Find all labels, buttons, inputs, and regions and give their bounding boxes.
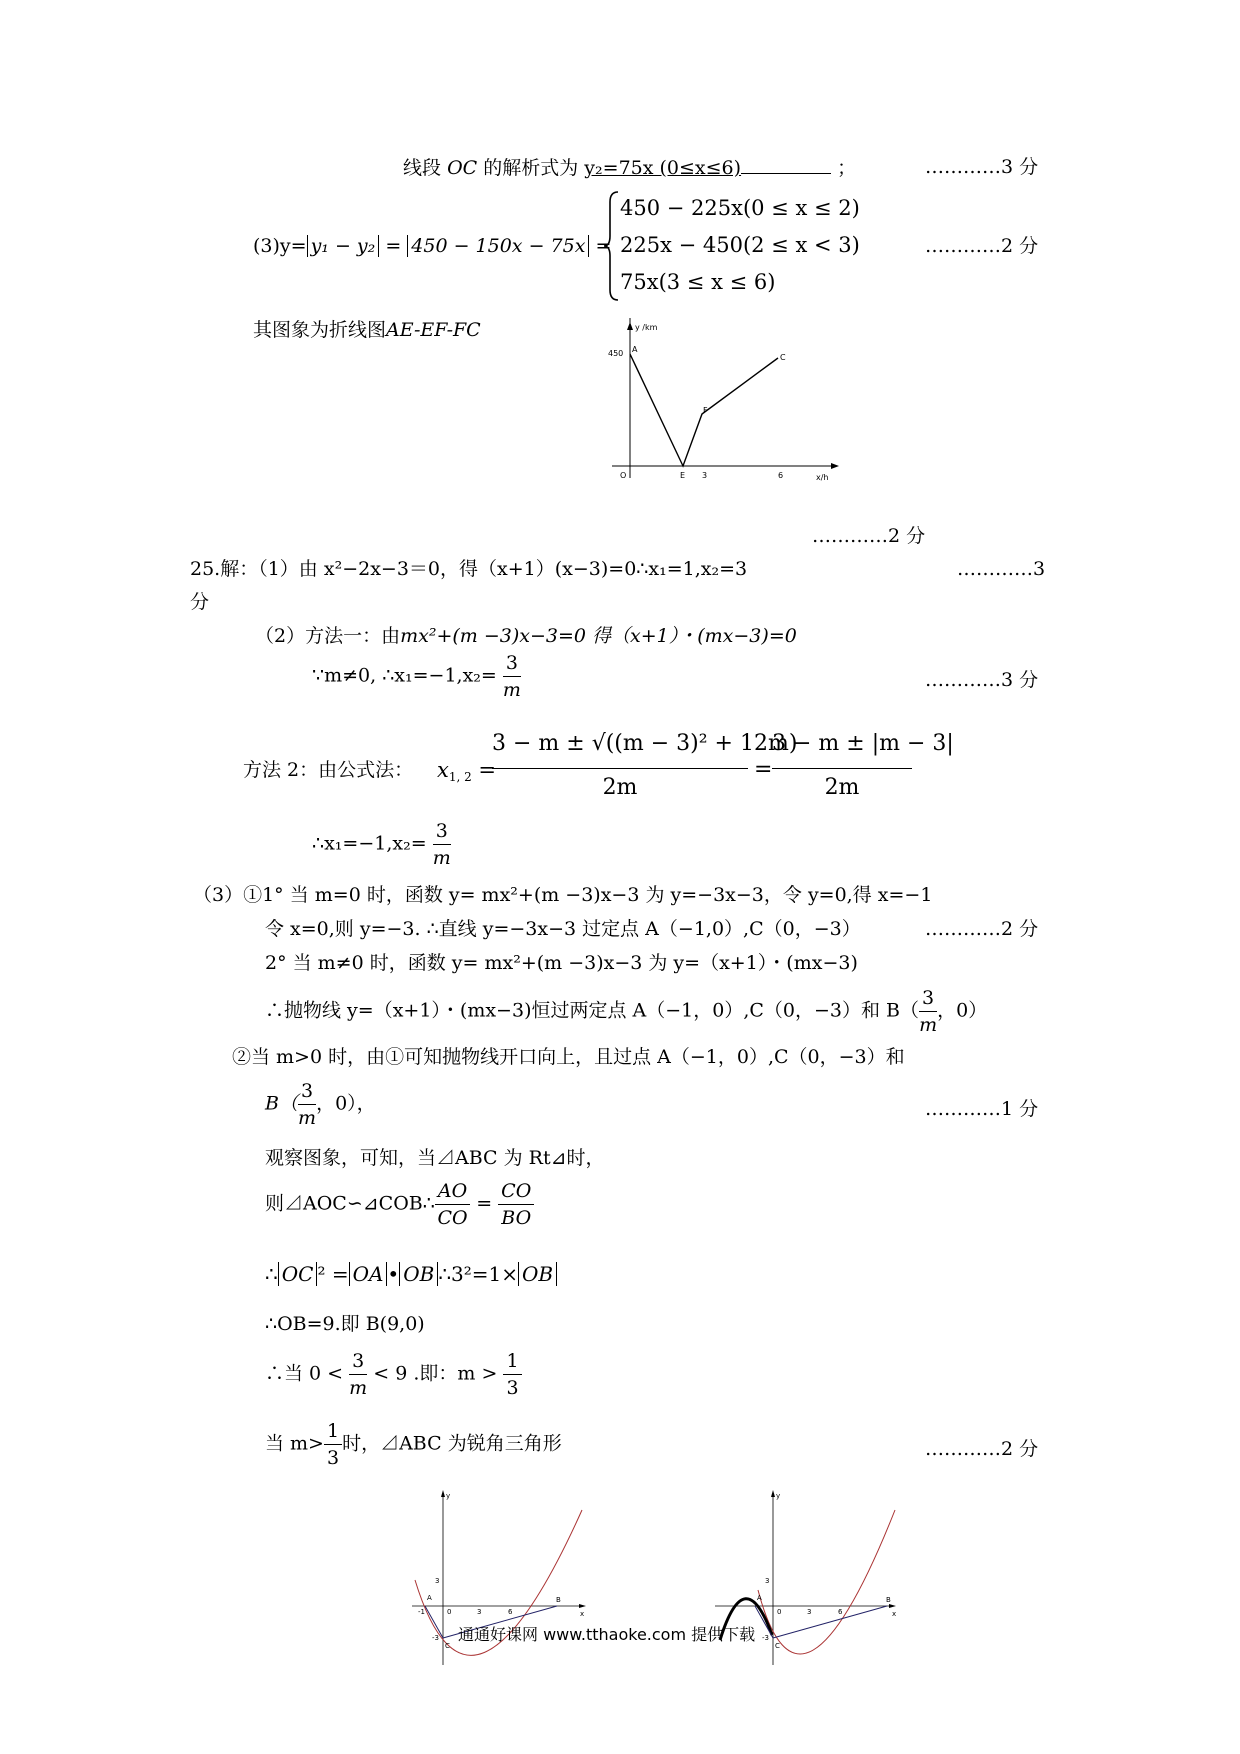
- text-segment: x²−2x−3＝0，得（x+1）(x−3)=0∴x₁=1,x₂=3: [323, 558, 748, 580]
- text-segment: B（: [265, 1092, 298, 1115]
- tick-x3: 3: [477, 1608, 482, 1616]
- denominator: m: [432, 847, 451, 869]
- text-segment: （2）方法一：由: [255, 625, 401, 647]
- score-5: …………3 分: [925, 669, 1039, 691]
- quadratic-denominator: 2m: [602, 775, 638, 800]
- oc-line: [403, 155, 856, 180]
- x-axis-arrow-icon: [831, 463, 839, 469]
- y-label: y: [446, 1492, 451, 1500]
- q25-part1: [190, 557, 747, 581]
- tick-x3: 3: [807, 1608, 812, 1616]
- part3-line5: ②当 m>0 时，由①可知抛物线开口向上，且过点 A（−1，0）,C（0，−3）和: [232, 1046, 905, 1068]
- tick-450: 450: [608, 349, 624, 358]
- numerator: CO: [498, 1178, 534, 1205]
- text-segment: ∴: [265, 1262, 278, 1286]
- tick-6: 6: [778, 471, 784, 480]
- fraction-3-over-m: [349, 1348, 367, 1401]
- x-axis-label: x/h: [816, 473, 829, 482]
- part3-line11: [265, 1348, 522, 1401]
- equals: =: [476, 1192, 493, 1215]
- score-4: …………3: [957, 558, 1046, 580]
- score-6: …………2 分: [925, 918, 1039, 940]
- fraction-3-over-m: [503, 650, 521, 703]
- denominator: m: [349, 1377, 368, 1399]
- parabola-curve: [758, 1510, 895, 1654]
- point-B: B: [886, 1596, 891, 1604]
- point-A: A: [632, 345, 638, 354]
- fraction-1-over-3: [324, 1418, 342, 1471]
- abs-OC: OC: [281, 1262, 314, 1286]
- y-axis-arrow-icon: [441, 1490, 445, 1497]
- tick-minus1: -1: [418, 1608, 425, 1616]
- graph-description: [253, 318, 481, 342]
- text-segment: AE-EF-FC: [386, 319, 481, 341]
- text-segment: ∴抛物线 y=（x+1）・(mx−3)恒过两定点 A（−1，0）,C（0，−3）和 B（: [265, 999, 920, 1022]
- case-1: 450 − 225x(0 ≤ x ≤ 2): [620, 196, 860, 220]
- brace-icon: [602, 190, 622, 302]
- fraction-3-over-m: [298, 1078, 316, 1131]
- denominator: m: [298, 1107, 317, 1129]
- numerator: 1: [503, 1348, 521, 1375]
- text-segment: OC: [447, 157, 478, 179]
- text-segment: ∴3²=1×: [438, 1262, 519, 1286]
- text-segment: 则⊿AOC∽⊿COB∴: [265, 1192, 435, 1215]
- y-axis-arrow-icon: [771, 1490, 775, 1497]
- score-3: …………2 分: [812, 525, 926, 547]
- denominator: 3: [326, 1447, 340, 1469]
- abs-expression: 450 − 150x − 75x: [411, 235, 586, 257]
- fraction-CO-BO: [498, 1178, 534, 1231]
- method-two-label: 方法 2：由公式法：: [243, 759, 414, 781]
- score-8: …………2 分: [925, 1438, 1039, 1460]
- score-4-unit: 分: [190, 591, 210, 613]
- distance-time-graph: [600, 318, 840, 498]
- point-E: E: [680, 471, 686, 480]
- equals: =: [754, 757, 773, 782]
- x-axis-arrow-icon: [889, 1604, 896, 1608]
- subscript: 1, 2: [448, 770, 472, 784]
- part3-line2: 令 x=0,则 y=−3. ∴直线 y=−3x−3 过定点 A（−1,0）,C（0，−3）: [265, 918, 861, 940]
- abs-OA: OA: [352, 1262, 384, 1286]
- part3-line7: 观察图象，可知，当⊿ABC 为 Rt⊿时，: [265, 1147, 605, 1169]
- fraction-bar: [492, 768, 748, 769]
- tick-0: 0: [777, 1608, 782, 1616]
- numerator: 1: [324, 1418, 342, 1445]
- text-segment: 25.解：（1）由: [190, 558, 318, 580]
- dot-operator: •: [387, 1262, 400, 1286]
- score-1: …………3 分: [925, 156, 1039, 178]
- text-segment: mx²+(m −3)x−3=0 得（x+1）・(mx−3)=0: [400, 625, 797, 647]
- case-2: 225x − 450(2 ≤ x < 3): [620, 233, 860, 257]
- part3-line1: （3）①1° 当 m=0 时，函数 y= mx²+(m −3)x−3 为 y=−3x−3，令 y=0,得 x=−1: [193, 884, 933, 906]
- tick-0: 0: [447, 1608, 452, 1616]
- fraction-bar: [772, 768, 912, 769]
- numerator: 3: [503, 650, 521, 677]
- numerator: 3: [298, 1078, 316, 1105]
- fraction-1-over-3: [503, 1348, 521, 1401]
- fraction-3-over-m: [919, 985, 937, 1038]
- text-segment: ∴x₁=−1,x₂=: [312, 832, 427, 855]
- text-segment: 当 m>: [265, 1432, 324, 1455]
- text-segment: 的解析式为: [483, 157, 579, 179]
- x-label: x: [580, 1610, 585, 1618]
- denominator: CO: [437, 1207, 468, 1229]
- quadratic-numerator: 3 − m ± √((m − 3)² + 12m): [492, 731, 798, 756]
- piecewise-eq: (3)y= y₁ − y₂ = 450 − 150x − 75x =: [253, 235, 612, 257]
- text-segment: ∵m≠0, ∴x₁=−1,x₂=: [312, 664, 497, 687]
- x-axis-arrow-icon: [579, 1604, 586, 1608]
- simplified-numerator: 3 − m ± |m − 3|: [772, 731, 954, 756]
- y-axis-label: y /km: [635, 323, 658, 332]
- method-one: [255, 624, 797, 648]
- numerator: 3: [919, 985, 937, 1012]
- denominator: 3: [506, 1377, 519, 1399]
- part3-line4: [265, 985, 987, 1038]
- point-A: A: [427, 1594, 432, 1602]
- text-segment: x: [437, 758, 449, 782]
- x12-symbol: $x_{1, 2}$ =: [437, 758, 497, 784]
- tick-3: 3: [765, 1577, 770, 1585]
- point-C: C: [780, 353, 786, 362]
- tick-minus3: -3: [432, 1634, 439, 1642]
- tick-3: 3: [702, 471, 708, 480]
- denominator: m: [502, 679, 521, 701]
- part3-line6: [265, 1078, 376, 1131]
- part3-line9: [265, 1262, 557, 1286]
- score-7: …………1 分: [925, 1098, 1039, 1120]
- abs-OB: OB: [522, 1262, 554, 1286]
- text-segment: < 9 .即：m >: [373, 1362, 498, 1385]
- score-2: …………2 分: [925, 235, 1039, 257]
- y-axis-arrow-icon: [627, 322, 633, 330]
- text-segment: ，0）: [937, 999, 988, 1022]
- text-segment: (3)y=: [253, 235, 307, 257]
- denominator: m: [919, 1014, 938, 1036]
- method-one-result: [312, 650, 521, 703]
- answer-blank: y₂=75x (0≤x≤6): [584, 157, 742, 179]
- point-C: C: [775, 1642, 780, 1650]
- numerator: 3: [433, 818, 451, 845]
- text-segment: ² =: [317, 1262, 349, 1286]
- text-segment: ，0），: [316, 1092, 376, 1115]
- tick-3: 3: [435, 1577, 440, 1585]
- part3-line8: [265, 1178, 534, 1231]
- text-segment: 时，⊿ABC 为锐角三角形: [342, 1432, 562, 1455]
- blank-underline: [741, 155, 831, 174]
- simplified-denominator: 2m: [824, 775, 860, 800]
- text-segment: 其图象为折线图: [253, 319, 387, 341]
- segment-CB: [773, 1606, 887, 1638]
- point-A: A: [757, 1594, 762, 1602]
- case-3: 75x(3 ≤ x ≤ 6): [620, 270, 776, 294]
- origin-label: O: [620, 471, 627, 480]
- point-F: F: [703, 406, 708, 415]
- point-C: C: [445, 1642, 450, 1650]
- numerator: AO: [435, 1178, 470, 1205]
- tick-minus3: -3: [762, 1634, 769, 1642]
- denominator: BO: [501, 1207, 532, 1229]
- text-segment: ∴当 0 <: [265, 1362, 344, 1385]
- method-two-result: [312, 818, 451, 871]
- tick-x6: 6: [838, 1608, 843, 1616]
- tick-x6: 6: [508, 1608, 513, 1616]
- part3-line12: [265, 1418, 562, 1471]
- fraction-AO-CO: [435, 1178, 470, 1231]
- abs-OB: OB: [403, 1262, 435, 1286]
- text-segment: 线段: [403, 157, 442, 179]
- footer-watermark: 通通好课网 www.tthaoke.com 提供下载: [458, 1625, 756, 1644]
- y-label: y: [776, 1492, 781, 1500]
- part3-line3: 2° 当 m≠0 时，函数 y= mx²+(m −3)x−3 为 y=（x+1）・(mx−3): [265, 952, 858, 974]
- point-B: B: [556, 1596, 561, 1604]
- text-segment: ；: [837, 157, 857, 179]
- numerator: 3: [349, 1348, 367, 1375]
- x-label: x: [892, 1610, 897, 1618]
- part3-line10: ∴OB=9.即 B(9,0): [265, 1313, 425, 1335]
- fraction-3-over-m: [433, 818, 451, 871]
- abs-y1-y2: y₁ − y₂: [310, 235, 376, 257]
